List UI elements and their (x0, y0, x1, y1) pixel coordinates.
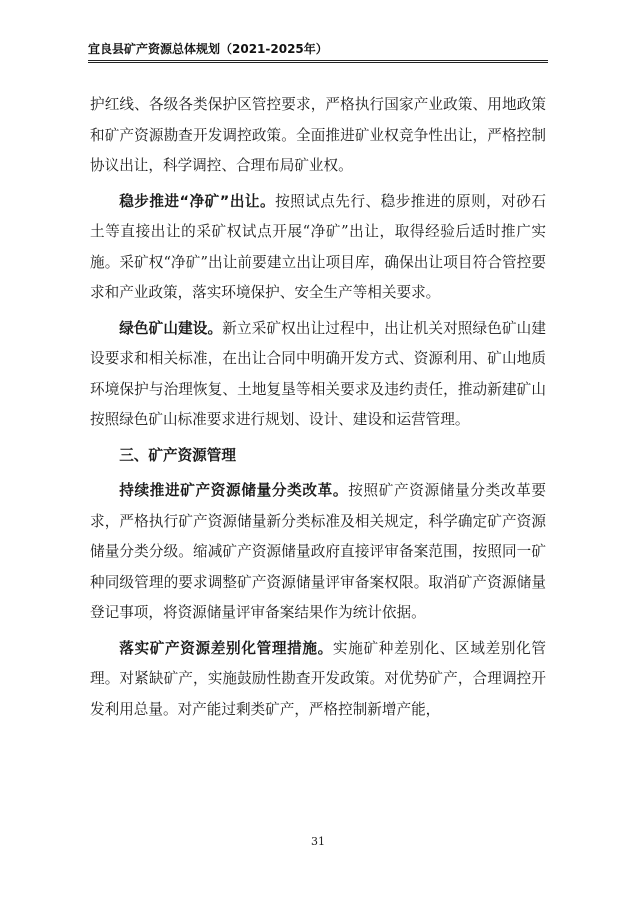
paragraph-text: 护红线、各级各类保护区管控要求，严格执行国家产业政策、用地政策和矿产资源勘查开发调控政策。全面推进矿业权竞争性出让，严格控制协议出让，科学调控、合理布局矿业权。 (90, 96, 546, 174)
paragraph-text: 按照试点先行、稳步推进的原则，对砂石土等直接出让的采矿权试点开展“净矿”出让，取得经验后适时推广实施。采矿权“净矿”出让前要建立出让项目库，确保出让项目符合管控要求和产业政策，落实环境保护、安全生产等相关要求。 (90, 192, 546, 301)
header-rule-double (88, 62, 548, 63)
header-rule (88, 60, 548, 61)
paragraph-text: 新立采矿权出让过程中，出让机关对照绿色矿山建设要求和相关标准，在出让合同中明确开发方式、资源利用、矿山地质环境保护与治理恢复、土地复垦等相关要求及违约责任，推动新建矿山按照绿色矿山标准要求进行规划、设计、建设和运营管理。 (90, 319, 546, 428)
paragraph (90, 314, 546, 436)
paragraph-lead: 落实矿产资源差别化管理措施。 (119, 639, 333, 657)
running-header: 宜良县矿产资源总体规划（2021-2025年） (88, 42, 328, 56)
paragraph-text: 按照矿产资源储量分类改革要求，严格执行矿产资源储量新分类标准及相关规定，科学确定矿产资源储量分类分级。缩减矿产资源储量政府直接评审备案范围，按照同一矿种同级管理的要求调整矿产资源储量评审备案权限。取消矿产资源储量登记事项，将资源储量评审备案结果作为统计依据。 (90, 482, 546, 621)
paragraph (90, 90, 546, 182)
paragraph-text: 实施矿种差别化、区域差别化管理。对紧缺矿产，实施鼓励性勘查开发政策。对优势矿产，合理调控开发利用总量。对产能过剩类矿产，严格控制新增产能， (90, 639, 546, 718)
paragraph (90, 476, 546, 629)
section-heading: 三、矿产资源管理 (119, 446, 236, 464)
paragraph-lead: 持续推进矿产资源储量分类改革。 (119, 482, 349, 499)
body-text (90, 90, 546, 730)
paragraph (90, 187, 546, 309)
page-number: 31 (311, 835, 325, 848)
paragraph-lead: 稳步推进“净矿”出让。 (119, 192, 276, 210)
paragraph (90, 634, 546, 726)
paragraph-lead: 绿色矿山建设。 (119, 319, 223, 337)
